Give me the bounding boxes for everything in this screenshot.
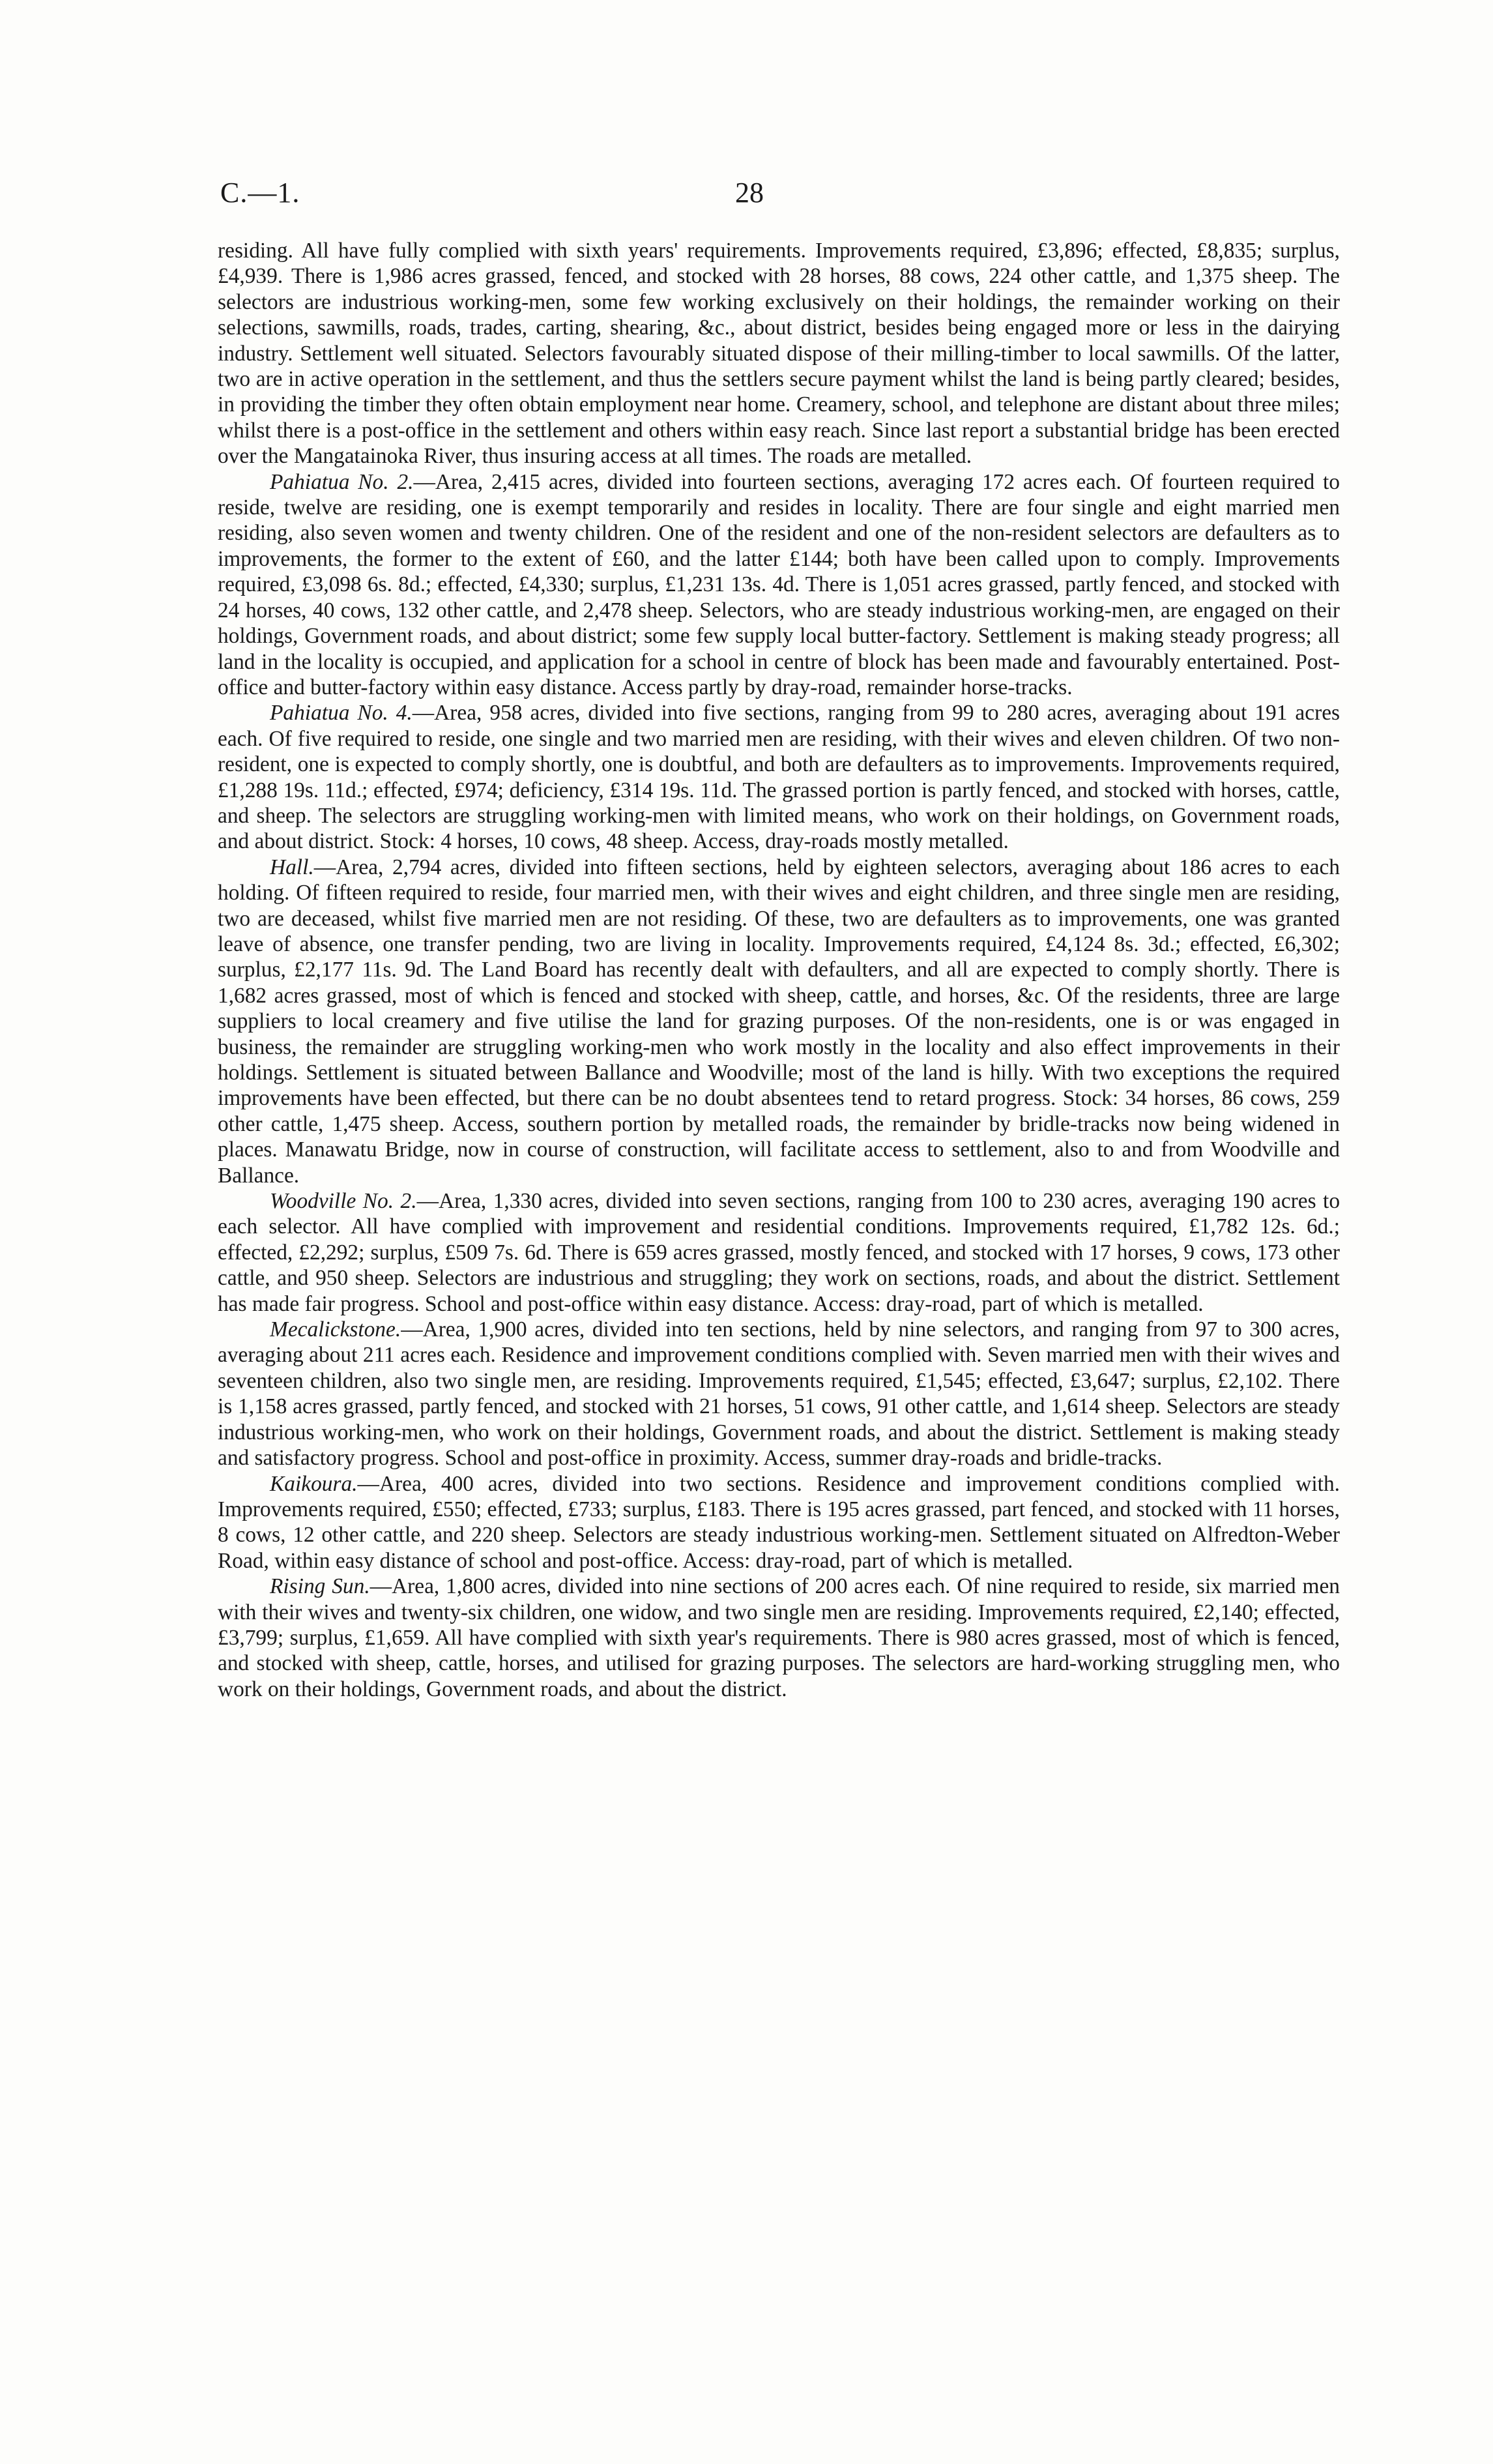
settlement-name: Woodville No. 2. bbox=[270, 1189, 417, 1214]
paragraph-continuation bbox=[218, 238, 1340, 469]
paragraph-rising-sun bbox=[218, 1574, 1340, 1702]
paragraph-kaikoura bbox=[218, 1471, 1340, 1574]
settlement-name: Kaikoura. bbox=[270, 1471, 358, 1496]
paragraph-hall bbox=[218, 855, 1340, 1188]
paragraph-woodville-no-2 bbox=[218, 1188, 1340, 1317]
paragraph-text: —Area, 1,800 acres, divided into nine sections of 200 acres each. Of nine required to reside, six married men with their wives and twenty-six children, one widow, and two single men are residing. Improvements required, £2,140; effected, £3,799; surplus, £1,659. All have complied with sixth year's requirements. There is 980 acres grassed, most of which is fenced, and stocked with sheep, cattle, horses, and utilised for grazing purposes. The selectors are hard-working struggling men, who work on their holdings, Government roads, and about the district. bbox=[218, 1574, 1340, 1701]
document-reference: C.—1. bbox=[220, 177, 300, 209]
settlement-name: Mecalickstone. bbox=[270, 1317, 401, 1342]
settlement-name: Rising Sun. bbox=[270, 1574, 370, 1599]
paragraph-pahiatua-no-4 bbox=[218, 700, 1340, 854]
paragraph-pahiatua-no-2 bbox=[218, 469, 1340, 701]
body-text bbox=[218, 238, 1340, 1702]
page-number: 28 bbox=[735, 177, 764, 209]
paragraph-mecalickstone bbox=[218, 1317, 1340, 1471]
settlement-name: Pahiatua No. 4. bbox=[270, 701, 413, 726]
paragraph-text: —Area, 1,900 acres, divided into ten sections, held by nine selectors, and ranging from 97 to 300 acres, averaging about 211 acres each. Residence and improvement conditions complied with. Seven married men with their wives and seventeen children, also two single men, are residing. Improvements required, £1,545; effected, £3,647; surplus, £2,102. There is 1,158 acres grassed, partly fenced, and stocked with 21 horses, 51 cows, 91 other cattle, and 1,614 sheep. Selectors are steady industrious working-men, who work on their holdings, Government roads, and about the district. Settlement is making steady and satisfactory progress. School and post-office in proximity. Access, summer dray-roads and bridle-tracks. bbox=[218, 1317, 1340, 1471]
paragraph-text: —Area, 1,330 acres, divided into seven sections, ranging from 100 to 230 acres, averaging 190 acres to each selector. All have complied with improvement and residential conditions. Improvements required, £1,782 12s. 6d.; effected, £2,292; surplus, £509 7s. 6d. There is 659 acres grassed, mostly fenced, and stocked with 17 horses, 9 cows, 173 other cattle, and 950 sheep. Selectors are industrious and struggling; they work on sections, roads, and about the district. Settlement has made fair progress. School and post-office within easy distance. Access: dray-road, part of which is metalled. bbox=[218, 1189, 1341, 1316]
paragraph-text: —Area, 2,794 acres, divided into fifteen sections, held by eighteen selectors, averaging about 186 acres to each holding. Of fifteen required to reside, four married men, with their wives and eight children, and three single men are residing, two are deceased, whilst five married men are not residing. Of these, two are defaulters as to improvements, one was granted leave of absence, one transfer pending, two are living in locality. Improvements required, £4,124 8s. 3d.; effected, £6,302; surplus, £2,177 11s. 9d. The Land Board has recently dealt with defaulters, and all are expected to comply shortly. There is 1,682 acres grassed, most of which is fenced and stocked with sheep, cattle, and horses, &c. Of the residents, three are large suppliers to local creamery and five utilise the land for grazing purposes. Of the non-residents, one is or was engaged in business, the remainder are struggling working-men who work mostly in the locality and also effect improvements in their holdings. Settlement is situated between Ballance and Woodville; most of the land is hilly. With two exceptions the required improvements have been effected, but there can be no doubt absentees tend to retard progress. Stock: 34 horses, 86 cows, 259 other cattle, 1,475 sheep. Access, southern portion by metalled roads, the remainder by bridle-tracks now being widened in places. Manawatu Bridge, now in course of construction, will facilitate access to settlement, also to and from Woodville and Ballance. bbox=[218, 855, 1340, 1188]
paragraph-text: —Area, 400 acres, divided into two sections. Residence and improvement conditions complied with. Improvements required, £550; effected, £733; surplus, £183. There is 195 acres grassed, part fenced, and stocked with 11 horses, 8 cows, 12 other cattle, and 220 sheep. Selectors are steady industrious working-men. Settlement situated on Alfredton-Weber Road, within easy distance of school and post-office. Access: dray-road, part of which is metalled. bbox=[218, 1471, 1340, 1573]
settlement-name: Pahiatua No. 2. bbox=[270, 469, 414, 494]
paragraph-text: residing. All have fully complied with sixth years' requirements. Improvements required, £3,896; effected, £8,835; surplus, £4,939. There is 1,986 acres grassed, fenced, and stocked with 28 horses, 88 cows, 224 other cattle, and 1,375 sheep. The selectors are industrious working-men, some few working exclusively on their holdings, the remainder working on their selections, sawmills, roads, trades, carting, shearing, &c., about district, besides being engaged more or less in the dairying industry. Settlement well situated. Selectors favourably situated dispose of their milling-timber to local sawmills. Of the latter, two are in active operation in the settlement, and thus the settlers secure payment whilst the land is being partly cleared; besides, in providing the timber they often obtain employment near home. Creamery, school, and telephone are distant about three miles; whilst there is a post-office in the settlement and others within easy reach. Since last report a substantial bridge has been erected over the Mangatainoka River, thus insuring access at all times. The roads are metalled. bbox=[218, 239, 1340, 469]
settlement-name: Hall. bbox=[270, 855, 314, 879]
paragraph-text: —Area, 2,415 acres, divided into fourteen sections, averaging 172 acres each. Of fourteen required to reside, twelve are residing, one is exempt temporarily and resides in locality. There are four single and eight married men residing, also seven women and twenty children. One of the resident and one of the non-resident selectors are defaulters as to improvements, the former to the extent of £60, and the latter £144; both have been called upon to comply. Improvements required, £3,098 6s. 8d.; effected, £4,330; surplus, £1,231 13s. 4d. There is 1,051 acres grassed, partly fenced, and stocked with 24 horses, 40 cows, 132 other cattle, and 2,478 sheep. Selectors, who are steady industrious working-men, are engaged on their holdings, Government roads, and about district; some few supply local butter-factory. Settlement is making steady progress; all land in the locality is occupied, and application for a school in centre of block has been made and favourably entertained. Post-office and butter-factory within easy distance. Access partly by dray-road, remainder horse-tracks. bbox=[218, 469, 1340, 699]
paragraph-text: —Area, 958 acres, divided into five sections, ranging from 99 to 280 acres, averaging about 191 acres each. Of five required to reside, one single and two married men are residing, with their wives and eleven children. Of two non-resident, one is expected to comply shortly, one is doubtful, and both are defaulters as to improvements. Improvements required, £1,288 19s. 11d.; effected, £974; deficiency, £314 19s. 11d. The grassed portion is partly fenced, and stocked with horses, cattle, and sheep. The selectors are struggling working-men with limited means, who work on their holdings, on Government roads, and about district. Stock: 4 horses, 10 cows, 48 sheep. Access, dray-roads mostly metalled. bbox=[218, 701, 1341, 854]
